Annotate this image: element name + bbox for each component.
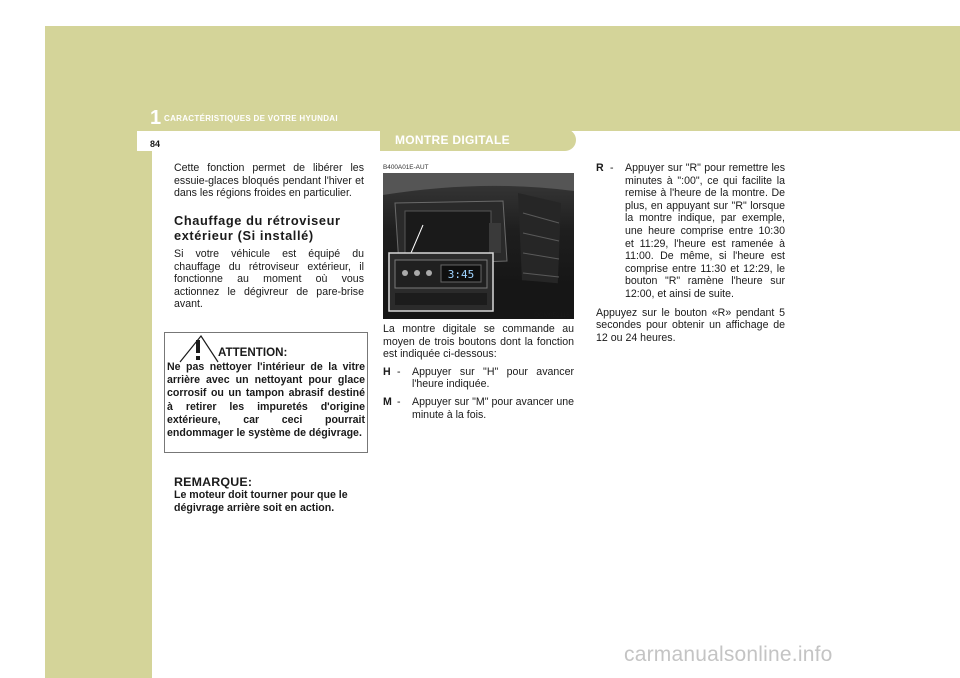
note-text: Le moteur doit tourner pour que le dégivrage arrière soit en action.	[174, 489, 348, 514]
item-separator: -	[397, 395, 401, 408]
dashboard-clock-photo	[383, 173, 574, 319]
chapter-number: 1	[150, 107, 162, 129]
warning-icon	[179, 335, 219, 363]
chapter-title: CARACTÉRISTIQUES DE VOTRE HYUNDAI	[164, 114, 338, 123]
item-separator: -	[610, 162, 614, 174]
list-item	[383, 396, 574, 421]
item-key: H	[383, 365, 391, 378]
item-separator: -	[397, 365, 401, 378]
clock-intro: La montre digitale se commande au moyen de trois boutons dont la fonction est indiquée ci-dessous:	[383, 323, 574, 361]
section-title: MONTRE DIGITALE	[395, 133, 510, 147]
mirror-heater-heading: Chauffage du rétroviseur extérieur (Si installé)	[174, 213, 341, 243]
warning-title: ATTENTION:	[218, 346, 288, 359]
column-middle	[383, 323, 574, 421]
item-text: Appuyer sur "M" pour avancer une minute à la fois.	[412, 395, 574, 421]
list-item	[596, 162, 785, 301]
clock-display-text: 3:45	[447, 268, 475, 281]
column-left	[174, 162, 364, 200]
item-key: M	[383, 395, 392, 408]
watermark: carmanualsonline.info	[624, 643, 833, 666]
item-key: R	[596, 162, 604, 174]
page-number: 84	[150, 139, 161, 149]
mirror-heater-paragraph: Si votre véhicule est équipé du chauffage du rétroviseur extérieur, il fonctionne au moment où vous actionnez le dégivreur de pare-brise avant.	[174, 248, 364, 311]
document-code: B400A01E-AUT	[383, 164, 429, 171]
note-title: REMARQUE:	[174, 475, 253, 489]
item-text: Appuyer sur "R" pour remettre les minutes à ":00", ce qui facilite la remise à l'heure de la montre. De plus, en appuyant sur "R" lorsque la montre indique, par exemple, une heure comprise entre 10:30 et 11:29, l'heure est ramenée à 11:00. De même, si l'heure est comprise entre 11:30 et 12:29, le bouton "R" ramène l'heure sur 12:00, et ainsi de suite.	[625, 162, 785, 300]
item-text: Appuyer sur "H" pour avancer l'heure indiquée.	[412, 365, 574, 391]
photo-code: OCM052116	[534, 312, 570, 319]
intro-paragraph: Cette fonction permet de libérer les essuie-glaces bloqués pendant l'hiver et dans les régions froides en particulier.	[174, 162, 364, 200]
list-item	[383, 366, 574, 391]
warning-text: Ne pas nettoyer l'intérieur de la vitre arrière avec un nettoyant pour glace corrosif ou un tampon abrasif destiné à retirer les impuretés d'origine extérieure, car ceci pourrait endommager le système de dégivrage.	[167, 361, 365, 440]
reset-paragraph: Appuyez sur le bouton «R» pendant 5 secondes pour obtenir un affichage de 12 ou 24 heures.	[596, 306, 785, 344]
column-right	[596, 162, 785, 344]
